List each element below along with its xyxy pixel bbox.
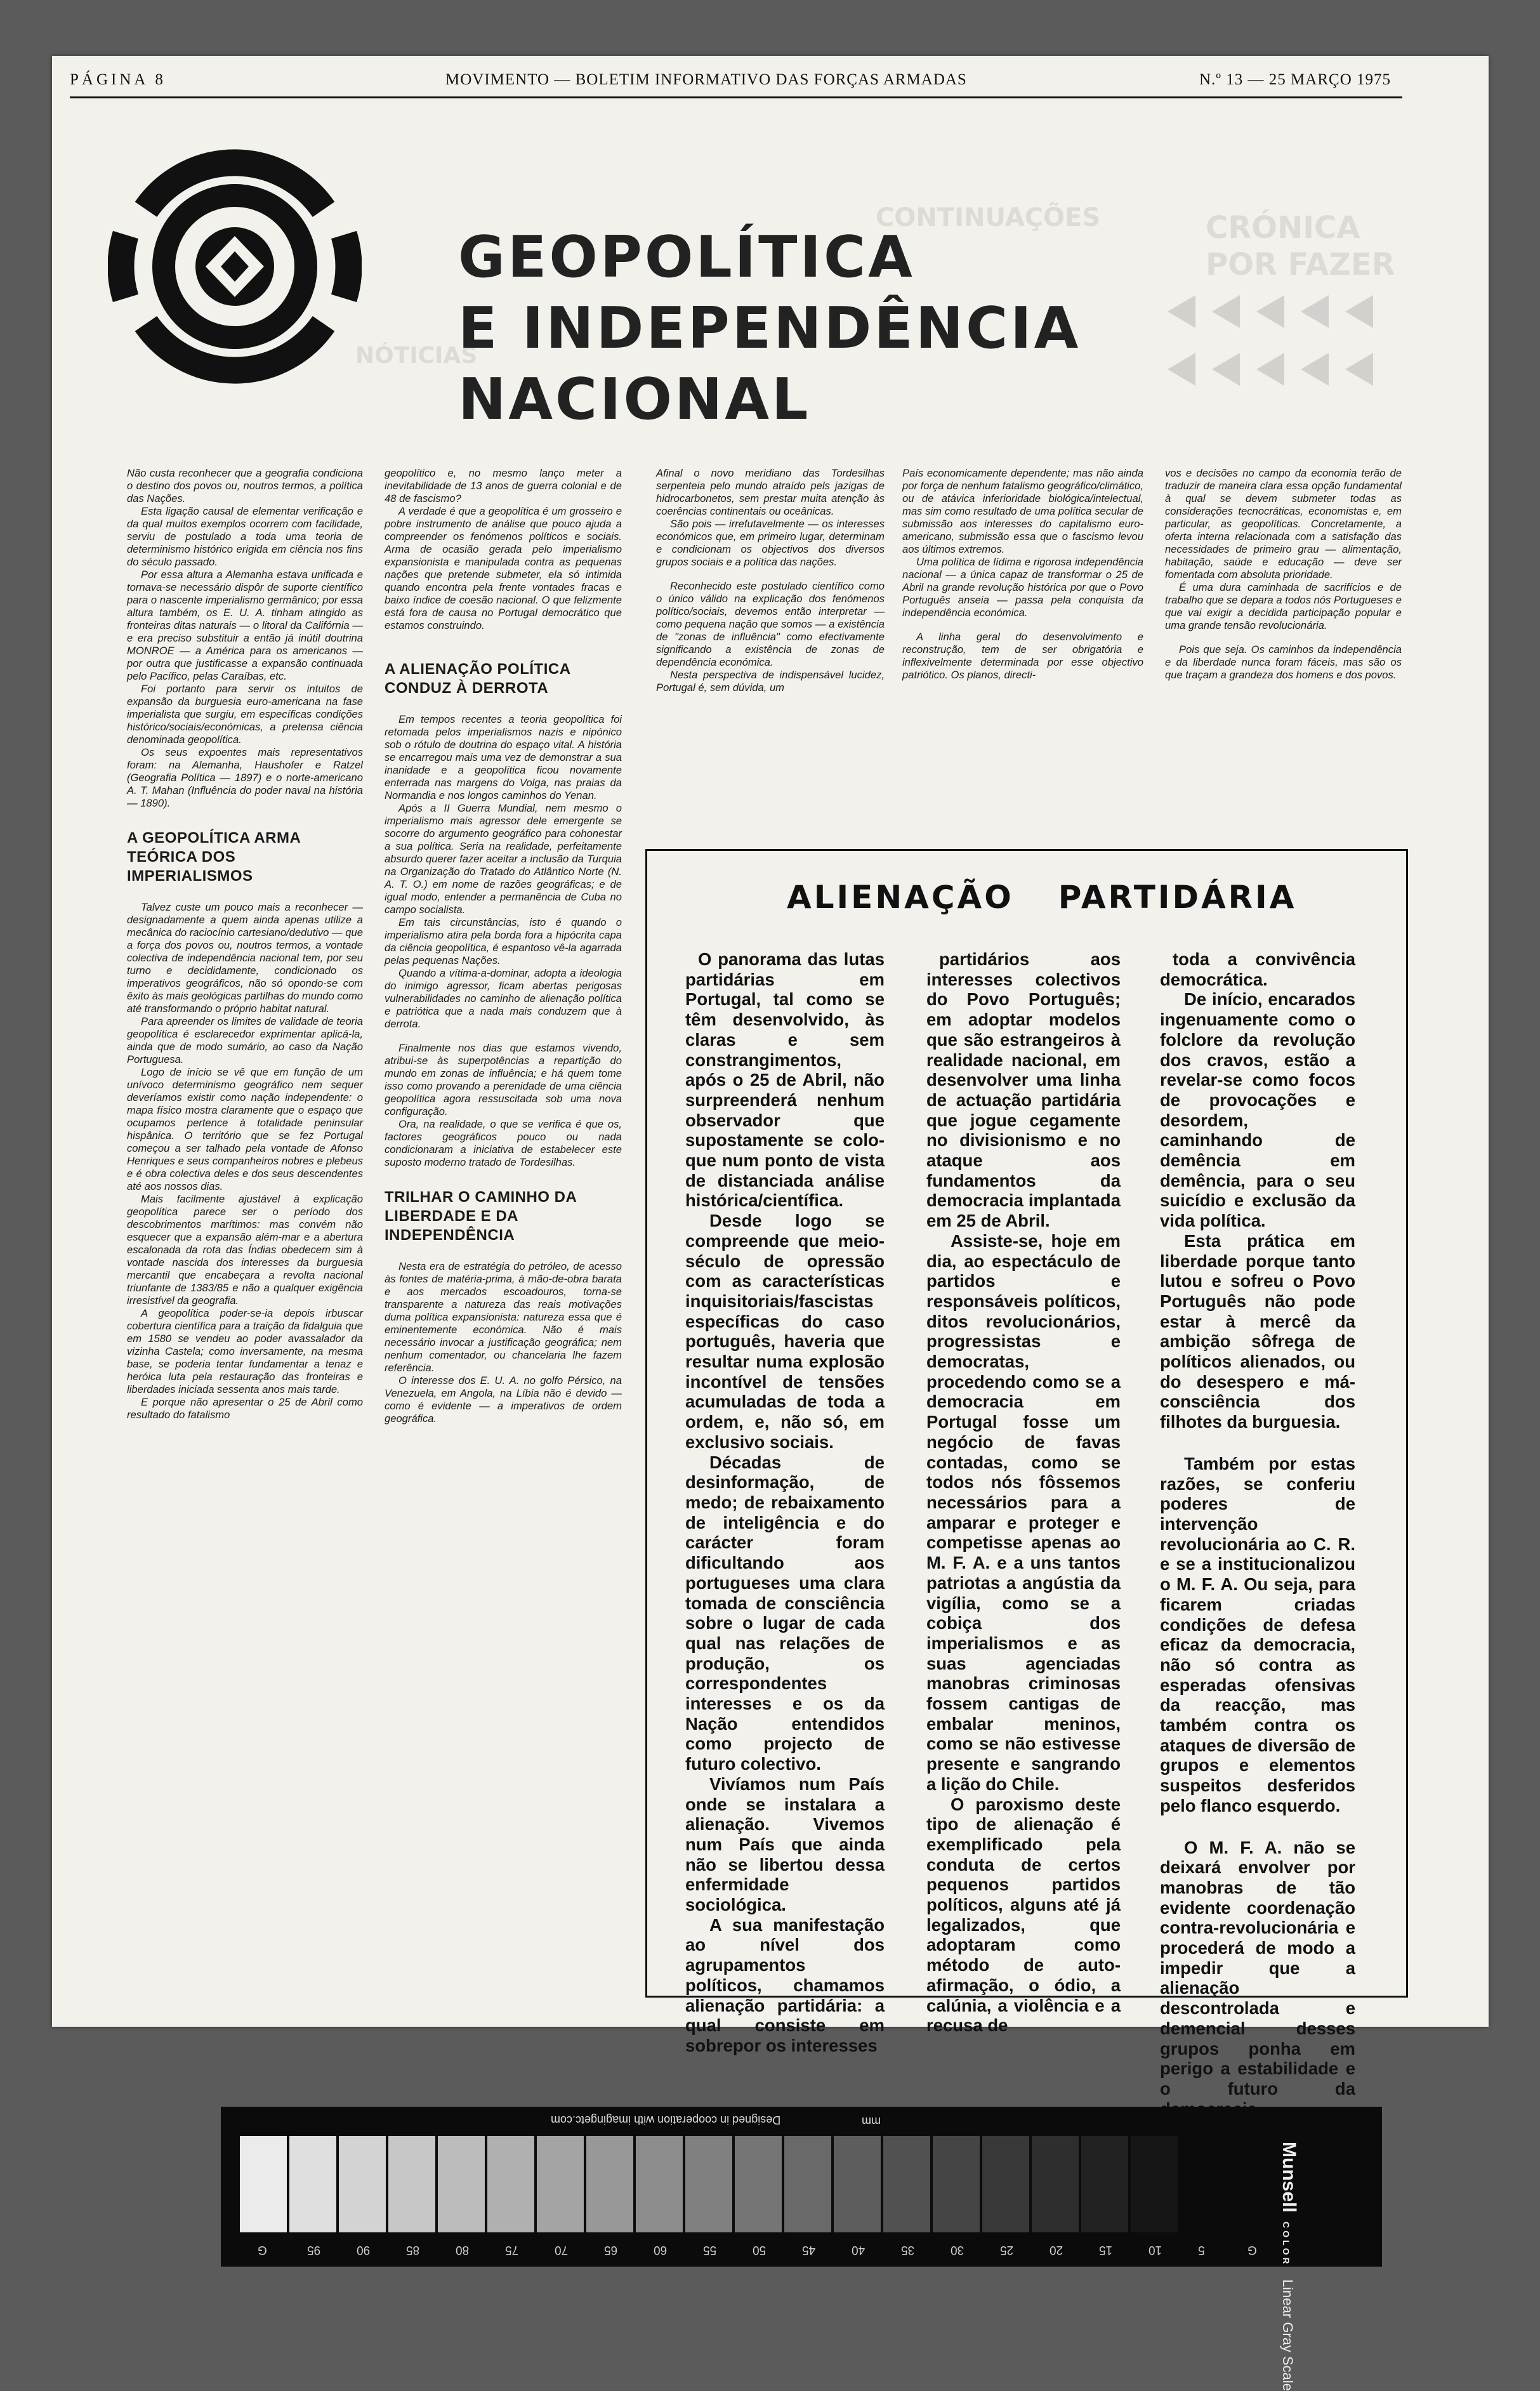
paragraph: Em tempos recentes a teoria geopolítica foi retomada pelos imperialismos nazis e nipónico sob o rótulo de doutrina do espaço vital. A história se encarregou mais uma vez de demonstrar a sua inanidade e a geopolítica ficou novamente enterrada nas margens do Volga, nas praias da Normandia e nos longos caminhos do Yenan. (385, 713, 622, 801)
paragraph: De início, encarados ingenuamente como o folclore da revolução dos cravos, estão a revelar-se como focos de provocações e desordem, caminhando de demência em demência, para o seu suicídio e exclusão da vida política. (1160, 989, 1355, 1231)
show-through-arrows (1168, 295, 1390, 389)
paragraph: Em tais circunstâncias, isto é quando o imperialismo atira pela borda fora a hipócrita capa da ciência geopolítica, é espantoso vê-la agarrada pelas pequenas Nações. (385, 916, 622, 966)
gray-patch (438, 2136, 485, 2232)
paragraph: Por essa altura a Alemanha estava unificada e tornava-se necessário dispôr de suporte científico para o nascente imperialismo germânico; por essa altura também, os E. U. A. tinham atingido as fronteiras ditas naturais — o litoral da Califórnia — e era preciso substituir a então já inútil doutrina MONROE — a América para os americanos — por outra que justificasse a expansão continuada pelo Pacífico, pelas Caraíbas, etc. (127, 569, 363, 682)
publication-title: MOVIMENTO — BOLETIM INFORMATIVO DAS FORÇAS ARMADAS (445, 71, 967, 88)
gray-patch-label: 40 (852, 2243, 865, 2256)
gray-patch-label: 5 (1198, 2243, 1205, 2256)
paragraph: Também por estas razões, se conferiu poderes de intervenção revolucionária ao C. R. e se a institucionalizou o M. F. A. Ou seja, para ficarem criadas condições de defesa eficaz da democracia, não só contra as esperadas ofensivas da reacção, mas também contra os ataques de diversão de grupos e elementos suspeitos desferidos pelo flanco esquerdo. (1160, 1453, 1355, 1815)
paragraph: Quando a vítima-a-dominar, adopta a ideologia do inimigo agressor, ficam abertas perigosas vulnerabilidades no caminho de alienação política e patriótica que a nada mais conduzem que à derrota. (385, 967, 622, 1030)
gray-patch-label: 95 (307, 2243, 321, 2256)
article-title (458, 222, 1081, 435)
show-through-text: NÓTICIAS (355, 343, 478, 369)
paragraph: Os seus expoentes mais representativos foram: na Alemanha, Haushofer e Ratzel (Geografia Política — 1897) e o norte-americano A. T. Mahan (Influência do poder naval na história — 1890). (127, 746, 363, 809)
paragraph: O interesse dos E. U. A. no golfo Pérsico, na Venezuela, em Angola, na Líbia não é devido — como é evidente — a imperativos de ordem geográfica. (385, 1374, 622, 1425)
gray-patch (1032, 2136, 1079, 2232)
gray-patch-label: 10 (1148, 2243, 1162, 2256)
brand-sub: COLOR (1281, 2222, 1291, 2267)
show-through-text: CRÓNICA POR FAZER (1206, 210, 1395, 282)
gray-patch (685, 2136, 732, 2232)
paragraph: Esta prática em liberdade porque tanto lutou e sofreu o Povo Português não pode estar à mercê da ambição sôfrega de políticos alienados, ou do desespero e má-consciência dos filhotes da burguesia. (1160, 1230, 1355, 1432)
gray-patch-label: 60 (654, 2243, 668, 2256)
show-through-text: CONTINUAÇÕES (876, 203, 1101, 232)
paragraph: O paroxismo deste tipo de alienação é exemplificado pela conduta de certos pequenos partidos políticos, alguns até já legalizados, que adoptaram como método de auto-afirmação, o ódio, a calúnia, a violência e a recusa de (926, 1794, 1121, 2036)
gray-patch (1180, 2136, 1227, 2232)
paragraph: A geopolítica poder-se-ia depois irbuscar cobertura científica para a traição da fidalguia que em 1580 se vendeu ao poder avassalador da vizinha Castela; como inversamente, na mesma base, se poderia tentar fundamentar a tenaz e heróica luta pela restauração das fronteiras e liberdades iniciada sessenta anos mais tarde. (127, 1307, 363, 1395)
gray-patch (1081, 2136, 1128, 2232)
gray-patch-label: 45 (802, 2243, 816, 2256)
issue-date: N.º 13 — 25 MARÇO 1975 (1199, 71, 1391, 88)
boxed-column-2 (926, 949, 1121, 2036)
gray-patch-label: 90 (357, 2243, 371, 2256)
gray-patch (1131, 2136, 1178, 2232)
paragraph: Não custa reconhecer que a geografia condiciona o destino dos povos ou, noutros termos, a política das Nações. (127, 467, 363, 504)
paragraph: E porque não apresentar o 25 de Abril como resultado do fatalismo (127, 1396, 363, 1421)
paragraph: Uma política de lídima e rigorosa independência nacional — a única capaz de transformar o 25 de Abril na grande revolução histórica por que o Povo Português anseia — passa pela conquista da independência económica. (902, 556, 1143, 619)
target-concentric-logo-icon (108, 121, 362, 412)
gray-patch-label: 30 (951, 2243, 964, 2256)
paragraph: Afinal o novo meridiano das Tordesilhas serpenteia pelo mundo atraído pels jazigas de hidrocarbonetos, sem prestar muita atenção às coerências continentais ou oceânicas. (656, 467, 885, 517)
gray-patch-label: 35 (901, 2243, 915, 2256)
paragraph: partidários aos interesses colectivos do Povo Português; em adoptar modelos que são estrangeiros à realidade nacional, em desenvolver uma linha de actuação partidária que jogue cegamente no divisionismo e no ataque aos fundamentos da democracia implantada em 25 de Abril. (926, 949, 1121, 1231)
gray-patch (933, 2136, 980, 2232)
paragraph: Talvez custe um pouco mais a reconhecer — designadamente a quem ainda apenas utilize a mecânica do raciocínio cartesiano/dedutivo — que a força dos povos ou, noutros termos, a vontade colectiva de independência nacional tem, por seu turno e decididamente, condicionado os imperativos geográficos, não só opondo-se com êxito às mais geológicas partilhas do mundo como até transformando o próprio habitat natural. (127, 901, 363, 1015)
gray-patch-label: 75 (505, 2243, 519, 2256)
scale-name: Linear Gray Scale (1280, 2279, 1296, 2391)
gray-patch-label: G (258, 2243, 267, 2256)
gray-patch-label: 70 (555, 2243, 569, 2256)
gray-patch (289, 2136, 336, 2232)
gray-patch-label: 15 (1099, 2243, 1113, 2256)
brand-name: Munsell (1279, 2142, 1300, 2213)
title-line: GEOPOLÍTICA (458, 224, 915, 291)
paragraph: vos e decisões no campo da economia terão de traduzir de maneira clara essa opção fundamental à qual se devem submeter todas as considerações tecnocráticas, economistas e, em particular, as geopolíticas. Concretamente, a oferta interna relacionada com a satisfação das necessidades de primeiro grau — alimentação, habitação, saúde e educação — deve ser fomentada com absoluta prioridade. (1165, 467, 1402, 581)
title-word: ALIENAÇÃO (787, 879, 1014, 916)
scale-credit: Designed in cooperation with imagingetc.com (551, 2114, 781, 2126)
gray-patch (735, 2136, 782, 2232)
paragraph: A verdade é que a geopolítica é um grosseiro e pobre instrumento de análise que pouco ajuda a compreender os fenómenos políticos e sociais. Arma de ocasião gerada pelo imperialismo expansionista e manipulada contra as pequenas nações que pretende submeter, ela só intimida quando encontra pela frente vontades fracas e baixo índice de coesão nacional. O que felizmente está fora de causa no Portugal democrático que estamos construindo. (385, 505, 622, 631)
paragraph: A sua manifestação ao nível dos agrupamentos políticos, chamamos alienação partidária: a qual consiste em sobrepor os interesses (685, 1914, 885, 2055)
paragraph: Para apreender os limites de validade de teoria geopolítica é esclarecedor exprimentar aplicá-la, ainda que de modo sumário, ao caso da Nação Portuguesa. (127, 1015, 363, 1065)
section-heading: A ALIENAÇÃO POLÍTICA CONDUZ À DERROTA (385, 661, 570, 697)
gray-scale-calibration-card (221, 2107, 1382, 2391)
paragraph: Nesta era de estratégia do petróleo, de acesso às fontes de matéria-prima, à mão-de-obra barata e aos mercados escoadouros, torna-se transparente a natureza das reais motivações duma política expansionista: natureza essa que é eminentemente económica. Não é mais necessário invocar a justificação geográfica; nem nenhum comentador, ou chancelaria lhe fazem referência. (385, 1260, 622, 1374)
paragraph: O panorama das lutas partidárias em Portugal, tal como se têm desenvolvido, às claras e sem constrangimentos, após o 25 de Abril, não surpreenderá nenhum observador que supostamente se colo-que num ponto de vista de distanciada análise histórica/científica. (685, 949, 885, 1211)
paragraph: Desde logo se compreende que meio-século de opressão com as características inquisitoriais/fascistas específicas do caso português, haveria que resultar numa explosão incontível de tensões acumuladas de toda a ordem, e, não só, em exclusivo sociais. (685, 1211, 885, 1452)
title-word: PARTIDÁRIA (1058, 879, 1297, 916)
gray-patch-label: 50 (753, 2243, 767, 2256)
article-column-2 (385, 467, 622, 1425)
paragraph: É uma dura caminhada de sacrifícios e de trabalho que se depara a todos nós Portugueses e que vai exigir a decidida participação popular e uma grande tensão revolucionária. (1165, 581, 1402, 631)
gray-patch-label: 80 (456, 2243, 470, 2256)
paragraph: geopolítico e, no mesmo lanço meter a inevitabilidade de 13 anos de guerra colonial e de 48 de fascismo? (385, 467, 622, 504)
paragraph: A linha geral do desenvolvimento e reconstrução, tem de ser obrigatória e inflexivelmente determinada por esse objectivo patriótico. Os planos, directi- (902, 631, 1143, 681)
title-line: E INDEPENDÊNCIA (458, 295, 1081, 362)
gray-patch-label: 85 (406, 2243, 420, 2256)
gray-patch-label: 25 (1000, 2243, 1014, 2256)
paragraph: Nesta perspectiva de indispensável lucidez, Portugal é, sem dúvida, um (656, 669, 885, 694)
paragraph: Vivíamos num País onde se instalara a alienação. Vivemos num País que ainda não se libertou dessa enfermidade sociológica. (685, 1774, 885, 1915)
paragraph: Ora, na realidade, o que se verifica é que os, factores geográficos pouco ou nada condicionaram a iniciativa de estabelecer este suposto moderno tratado de Tordesilhas. (385, 1118, 622, 1168)
page-header (70, 71, 1402, 94)
gray-patch (537, 2136, 584, 2232)
paragraph: toda a convivência democrática. (1160, 949, 1355, 989)
paragraph: O M. F. A. não se deixará envolver por manobras de tão evidente coordenação contra-revolucionária e procederá de modo a impedir que a alienação descontrolada e demencial desses grupos ponha em perigo a estabilidade e o futuro da (1160, 1837, 1355, 2098)
gray-patch-label: 55 (703, 2243, 717, 2256)
article-column-5 (1165, 467, 1402, 682)
paragraph: Esta ligação causal de elementar verificação e da qual muitos exemplos ocorrem com facilidade, serviu de postulado a toda uma teoria de determinismo histórico erigida em ciência nos fins do século passado. (127, 505, 363, 568)
gray-patch (834, 2136, 881, 2232)
paragraph: Assiste-se, hoje em dia, ao espectáculo de partidos e responsáveis políticos, ditos revolucionários, progressistas e democratas, procedendo como se a democracia em Portugal fosse um negócio de favas contadas, como se todos nós fôssemos necessários para a amparar e proteger e competisse apenas ao M. F. A. e a uns tantos patriotas a angústia da vigília, como se a cobiça dos imperialismos e as suas agenciadas manobras criminosas fossem cantigas de embalar meninos, como se não estivesse presente e sangrando a lição do Chile. (926, 1230, 1121, 1794)
paragraph: Foi portanto para servir os intuitos de expansão da burguesia euro-americana na fase imperialista que surgiu, em específicas condições histórico/sociais/económicas, a pretensa ciência denominada geopolítica. (127, 683, 363, 746)
gray-patch (636, 2136, 683, 2232)
paragraph: Reconhecido este postulado científico como o único válido na explicação dos fenómenos político/sociais, devemos então interpretar — como pequena nação que somos — a existência de "zonas de influência" como efectivamente significando a existência de zonas de dependência económica. (656, 580, 885, 668)
boxed-article-title (787, 879, 1296, 916)
gray-patch (339, 2136, 386, 2232)
paragraph: São pois — irrefutavelmente — os interesses económicos que, em primeiro lugar, determinam e condicionam os objectivos dos diversos grupos sociais e a política das nações. (656, 518, 885, 568)
paragraph: Finalmente nos dias que estamos vivendo, atribui-se às superpotências a repartição do mundo em zonas de influência; e há quem tome isso como provando a perenidade de uma ciência geopolítica agora ressuscitada sob uma nova configuração. (385, 1042, 622, 1117)
paragraph: Décadas de desinformação, de medo; de rebaixamento de inteligência e do carácter foram dificultando aos portugueses uma clara tomada de consciência sobre o lugar de cada qual nas relações de produção, os correspondentes interesses e os da Nação entendidos como projecto de futuro colectivo. (685, 1452, 885, 1774)
paragraph: Logo de início se vê que em função de um unívoco determinismo geográfico nem sequer deveríamos existir como nação independente: o mapa físico mostra claramente que o espaço que ocupamos pertence à totalidade peninsular hispânica. O território que se fez Portugal começou a ser talhado pela vontade de Afonso Henriques e seus companheiros nobres e plebeus e é obra colectiva deles e dos seus descendentes até aos nossos dias. (127, 1066, 363, 1192)
article-column-4 (902, 467, 1143, 682)
gray-patch (388, 2136, 435, 2232)
article-column-3 (656, 467, 885, 694)
gray-patch (240, 2136, 287, 2232)
gray-patch (586, 2136, 633, 2232)
gray-patch (784, 2136, 831, 2232)
gray-patch-label: 20 (1050, 2243, 1063, 2256)
paragraph: Após a II Guerra Mundial, nem mesmo o imperialismo mais agressor dele emergente se socorre do argumento geográfico para cohonestar a sua política. Seria na realidade, perfeitamente absurdo querer fazer aceitar a inclusão da Turquia na Organização do Tratado do Atlântico Norte (N. A. T. O.) em nome de razões geográficas; e de igual modo, entender a permanência de Cuba no campo socialista. (385, 802, 622, 916)
boxed-column-1 (685, 949, 885, 2056)
gray-patch-label: G (1247, 2243, 1257, 2256)
gray-patch-label: 65 (604, 2243, 618, 2256)
paragraph: Pois que seja. Os caminhos da independência e da liberdade nunca foram fáceis, mas são os que traçam a grandeza dos homens e dos povos. (1165, 643, 1402, 681)
gray-patch (982, 2136, 1029, 2232)
article-column-1 (127, 467, 363, 1421)
boxed-column-3 (1160, 949, 1355, 2119)
gray-patch (487, 2136, 534, 2232)
page-number: PÁGINA 8 (70, 71, 166, 88)
paragraph: Mais facilmente ajustável à explicação geopolítica parece ser o período dos descobrimentos marítimos: mas convém não esquecer que a expansão além-mar e a abertura escalonada da rota das Índias obedecem sim à vontade nascida dos interesses da burguesia mercantil que encabeçara a revolta nacional triunfante de 1383/85 e não a qualquer exigência irresistível da geografia. (127, 1193, 363, 1307)
gray-patch (883, 2136, 930, 2232)
paragraph: País economicamente dependente; mas não ainda por força de nenhum fatalismo geográfico/climático, ou de atávica inferioridade biológica/intelectual, mas sim como resultado de uma política secular de submissão aos interesses do capitalismo euro-americano, submissão essa que o fascismo levou aos últimos extremos. (902, 467, 1144, 555)
scale-mm-label: mm (862, 2115, 881, 2128)
section-heading: A GEOPOLÍTICA ARMA TEÓRICA DOS IMPERIALISMOS (127, 829, 301, 885)
title-line: NACIONAL (458, 366, 811, 433)
section-heading: TRILHAR O CAMINHO DA LIBERDADE E DA INDEPENDÊNCIA (385, 1189, 577, 1244)
header-rule (70, 96, 1402, 98)
